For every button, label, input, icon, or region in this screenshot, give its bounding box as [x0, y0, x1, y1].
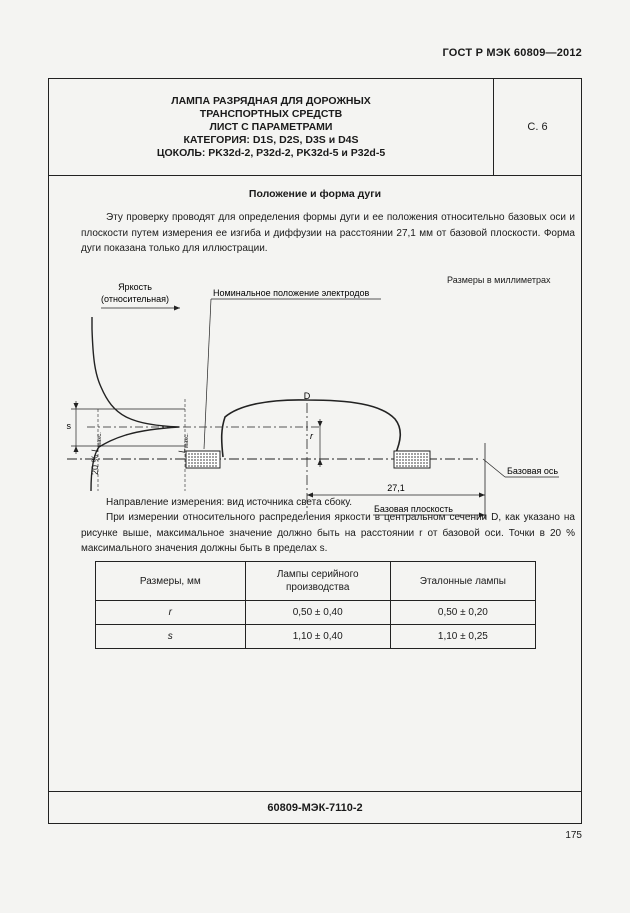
sheet-page-label: С. 6: [527, 121, 548, 133]
distance-value: 27,1: [387, 483, 405, 493]
base-axis-leader: [483, 459, 505, 477]
pct-l-sub: макс.: [96, 432, 103, 447]
s-arrow-top: [74, 403, 79, 409]
reference-value: 1,10 ± 0,25: [390, 625, 535, 649]
param-name: s: [96, 625, 246, 649]
parameters-table: [95, 561, 536, 649]
title-line: ЦОКОЛЬ: PK32d-2, P32d-2, PK32d-5 и P32d-5: [156, 146, 386, 159]
section-d-label: D: [303, 391, 311, 401]
table-row: [96, 601, 536, 625]
intro-paragraph: Эту проверку проводят для определения формы дуги и ее положения относительно базовых оси и плоскости путем измерения ее изгиба и диффузии на расстоянии 27,1 мм от базовой плоскости. Форма дуги показана только для иллюстрации.: [81, 212, 575, 254]
brightness-label: Яркость: [118, 282, 152, 292]
sheet-title: [49, 79, 494, 175]
title-line: ЛАМПА РАЗРЯДНАЯ ДЛЯ ДОРОЖНЫХ: [171, 94, 371, 107]
brightness-label-sub: (относительная): [101, 294, 169, 304]
direction-note: Направление измерения: вид источника света сбоку.: [106, 497, 353, 508]
reference-value: 0,50 ± 0,20: [390, 601, 535, 625]
parameter-sheet-frame: [48, 78, 582, 824]
lmax-symbol: L: [177, 447, 187, 453]
table-header-row: [96, 562, 536, 601]
pct-l-symbol: L: [90, 446, 100, 452]
r-arrow-bottom: [318, 459, 323, 465]
header-reference: Эталонные лампы: [390, 562, 535, 601]
s-arrow-bottom: [74, 446, 79, 452]
base-plane-label: Базовая плоскость: [374, 504, 453, 514]
sheet-code: 60809-МЭК-7110-2: [49, 791, 581, 824]
title-line: КАТЕГОРИЯ: D1S, D2S, D3S и D4S: [183, 133, 359, 146]
s-label: s: [66, 421, 71, 431]
table-row: [96, 625, 536, 649]
param-name: r: [96, 601, 246, 625]
arc-shape: [222, 400, 401, 457]
base-axis-label: Базовая ось: [507, 466, 559, 476]
sheet-header: [49, 79, 581, 176]
title-line: ЛИСТ С ПАРАМЕТРАМИ: [209, 120, 333, 133]
lmax-label: [177, 433, 190, 453]
header-serial: Лампы серийного производства: [245, 562, 390, 601]
electrodes-label: Номинальное положение электродов: [213, 288, 370, 298]
brightness-curve: [91, 317, 179, 491]
brightness-arrow-head: [174, 306, 180, 311]
title-line: ТРАНСПОРТНЫХ СРЕДСТВ: [199, 107, 343, 120]
page-number: 175: [565, 830, 582, 841]
pct-value: 20 %: [90, 454, 100, 475]
pct-l-max-label: [90, 432, 103, 475]
serial-value: 0,50 ± 0,40: [245, 601, 390, 625]
section-title: Положение и форма дуги: [248, 188, 382, 200]
units-note: Размеры в миллиметрах: [447, 275, 551, 285]
standard-number: ГОСТ Р МЭК 60809—2012: [442, 47, 582, 59]
header-dimensions: Размеры, мм: [96, 562, 246, 601]
electrodes-leader: [204, 299, 211, 449]
r-arrow-top: [318, 421, 323, 427]
lmax-sub: макс.: [183, 433, 190, 448]
r-label: r: [310, 431, 313, 441]
serial-value: 1,10 ± 0,40: [245, 625, 390, 649]
measurement-paragraph: При измерении относительного распределения яркости в центральном сечении D, как указано на рисунке выше, максимальное значение должно быть на расстоянии r от базовой оси. Точки в 20 % максимального значения должны быть в пределах s.: [81, 512, 575, 554]
